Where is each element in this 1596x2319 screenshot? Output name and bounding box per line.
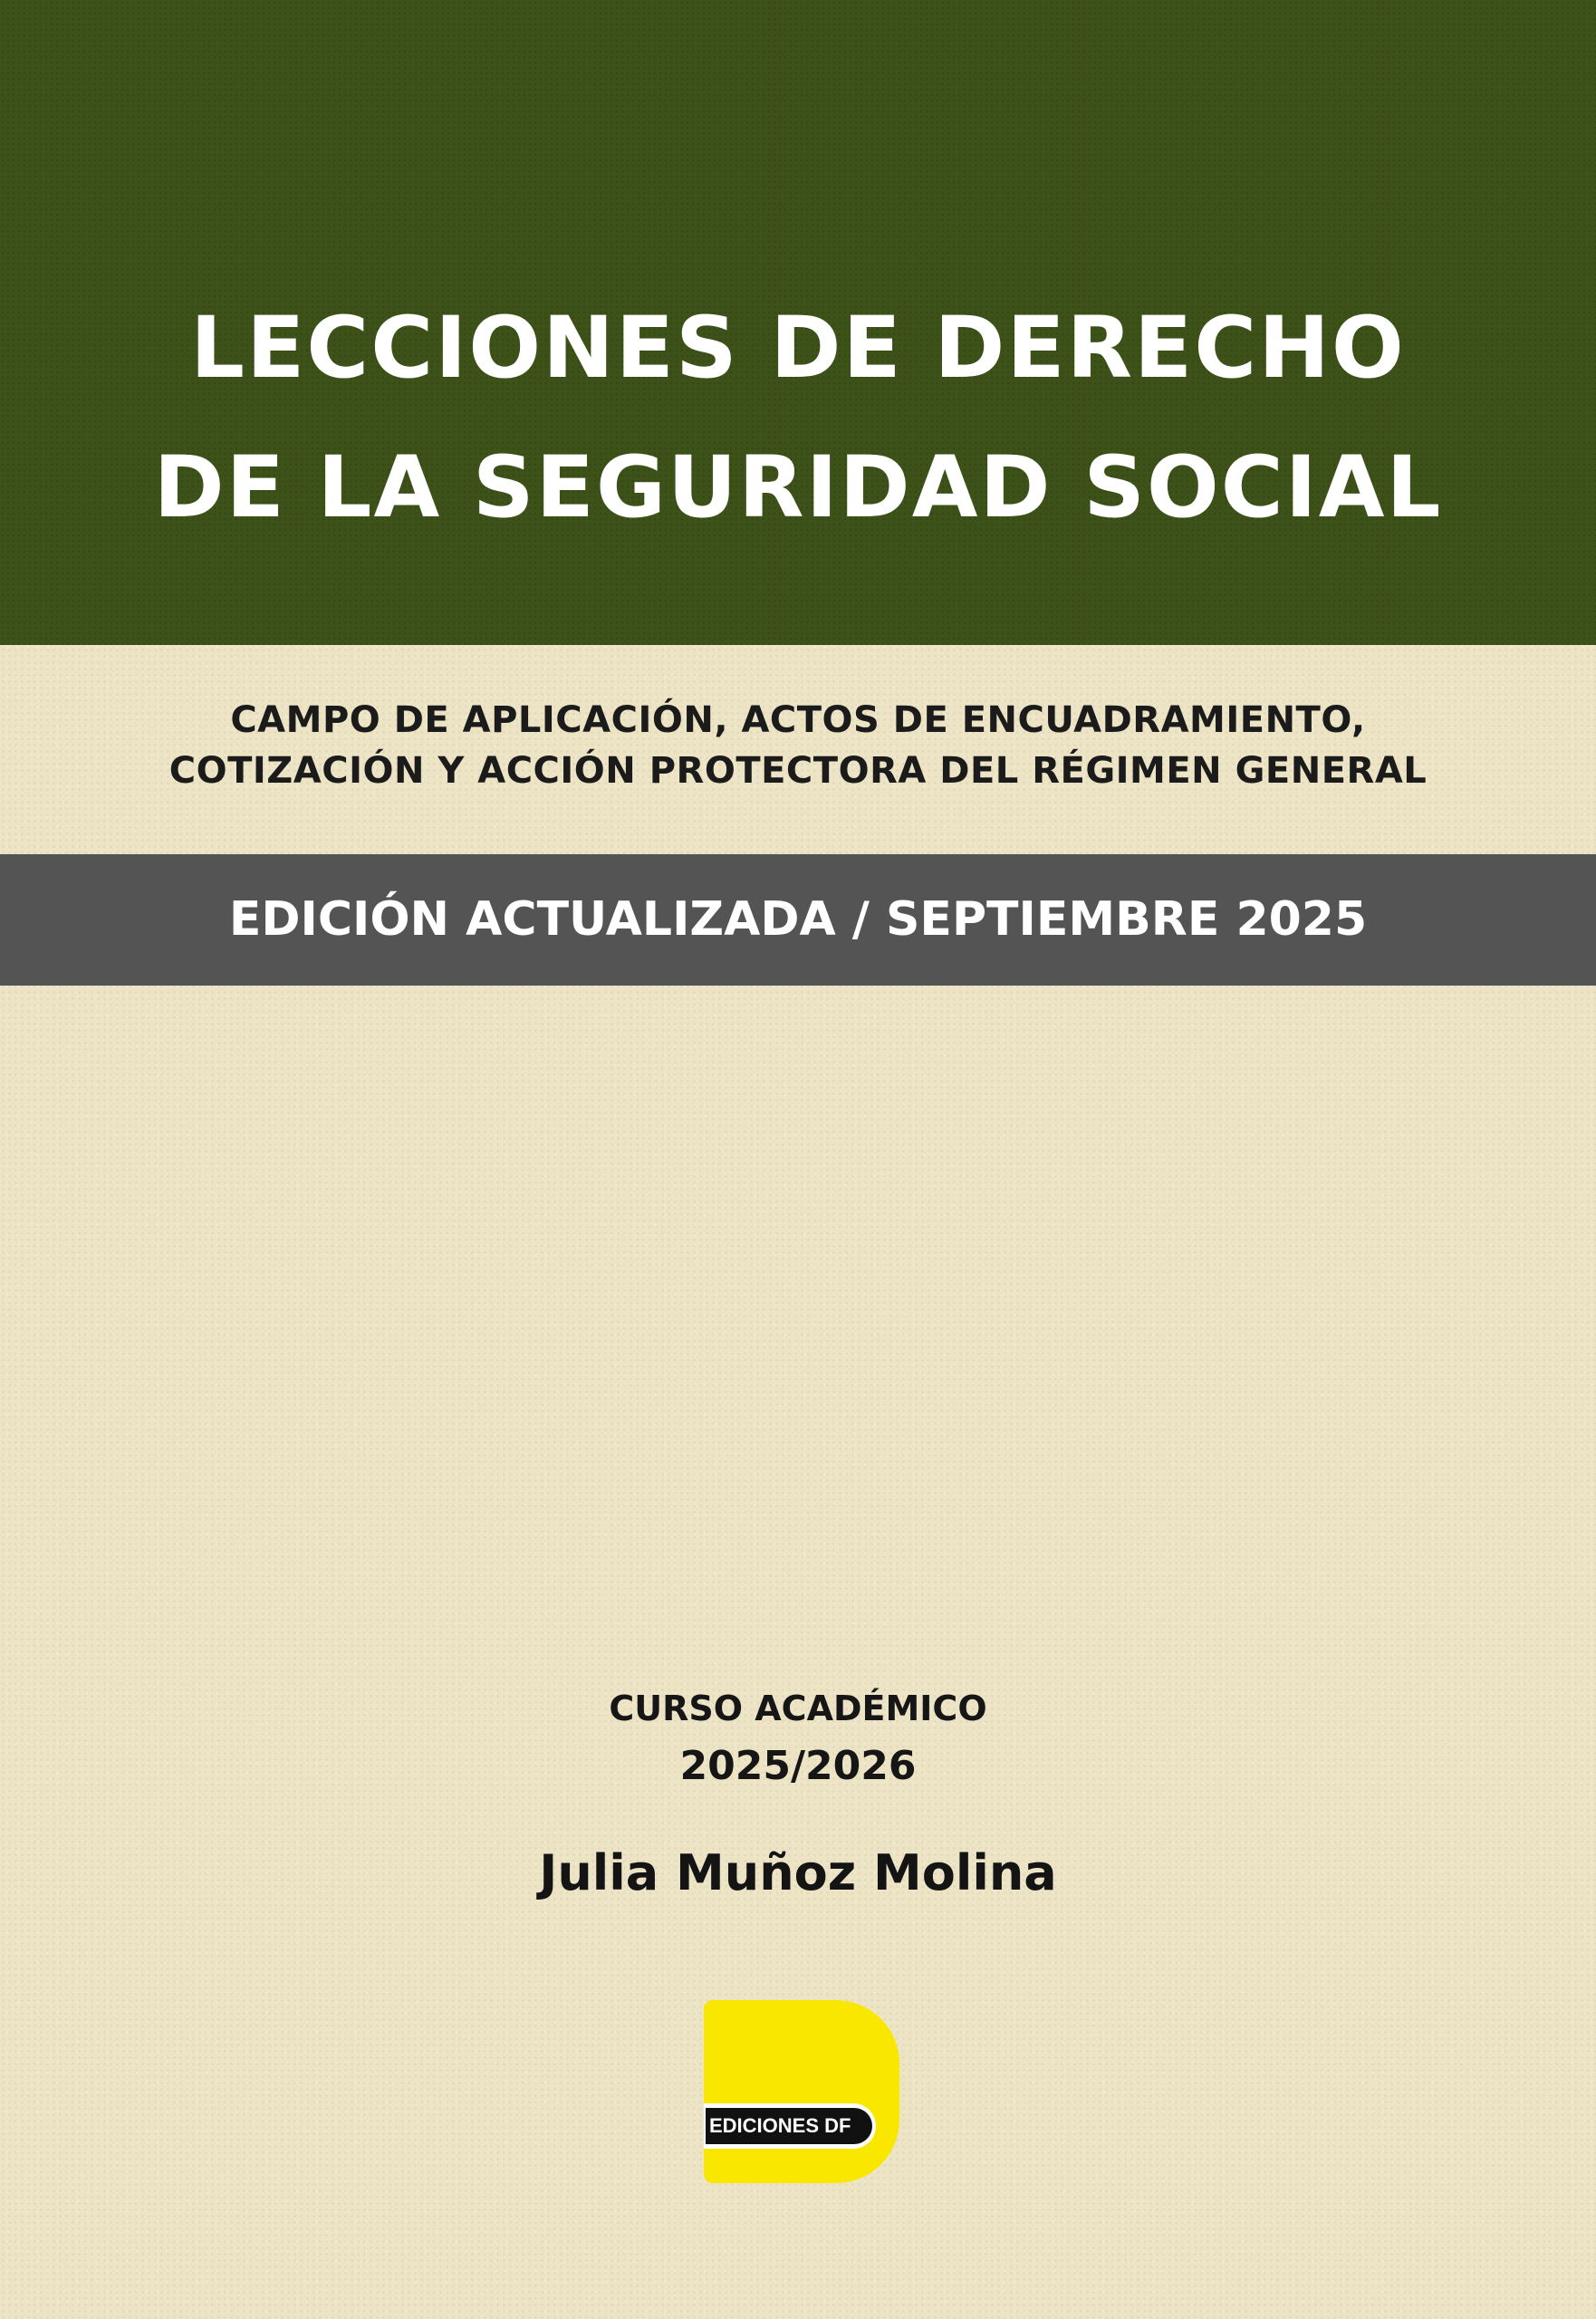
book-title-line-1: LECCIONES DE DERECHO — [190, 299, 1406, 398]
course-years: 2025/2026 — [679, 1743, 917, 1789]
publisher-logo — [704, 2000, 899, 2183]
publisher-logo-strip — [704, 2103, 876, 2149]
author-name: Julia Muñoz Molina — [539, 1844, 1057, 1901]
edition-band — [0, 854, 1596, 986]
book-title-line-2: DE LA SEGURIDAD SOCIAL — [153, 438, 1443, 537]
book-subtitle-line-1: CAMPO DE APLICACIÓN, ACTOS DE ENCUADRAMIENTO, — [230, 699, 1366, 741]
publisher-logo-shape — [704, 2000, 899, 2183]
course-label: CURSO ACADÉMICO — [609, 1689, 987, 1728]
title-band — [0, 0, 1596, 645]
edition-label: EDICIÓN ACTUALIZADA / SEPTIEMBRE 2025 — [228, 892, 1368, 947]
publisher-name: EDICIONES DF — [706, 2108, 872, 2144]
book-subtitle-line-2: COTIZACIÓN Y ACCIÓN PROTECTORA DEL RÉGIMEN GENERAL — [168, 750, 1428, 792]
